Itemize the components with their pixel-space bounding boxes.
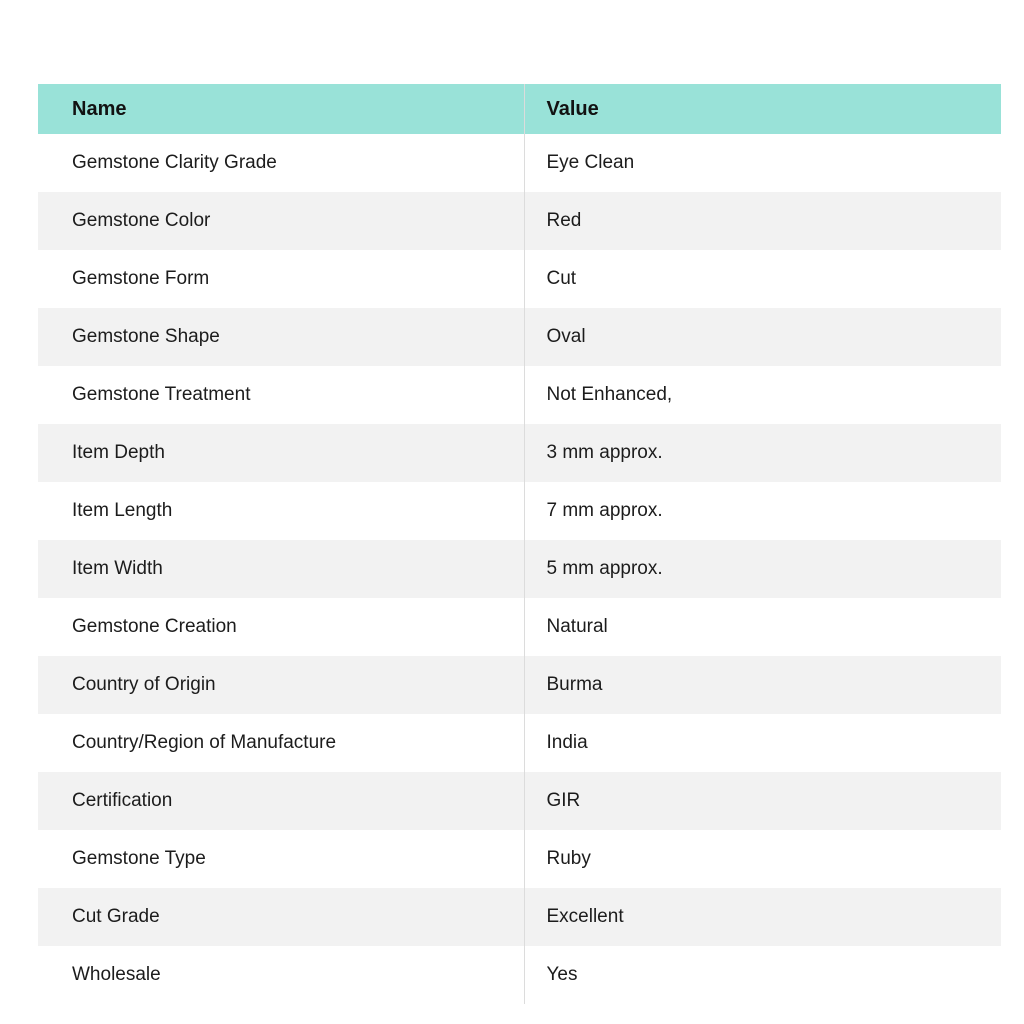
- name-cell: Country of Origin: [38, 656, 524, 714]
- value-cell: Not Enhanced,: [524, 366, 1001, 424]
- name-cell: Wholesale: [38, 946, 524, 1004]
- table-row: [38, 656, 1001, 714]
- name-cell: Gemstone Form: [38, 250, 524, 308]
- table-row: [38, 250, 1001, 308]
- name-cell: Gemstone Shape: [38, 308, 524, 366]
- table-row: [38, 714, 1001, 772]
- table-row: [38, 598, 1001, 656]
- name-cell: Item Width: [38, 540, 524, 598]
- table-row: [38, 134, 1001, 192]
- header-cell-name: Name: [38, 84, 524, 134]
- name-cell: Gemstone Creation: [38, 598, 524, 656]
- name-cell: Gemstone Treatment: [38, 366, 524, 424]
- header-row: [38, 84, 1001, 134]
- value-cell: Ruby: [524, 830, 1001, 888]
- table-row: [38, 888, 1001, 946]
- name-cell: Item Length: [38, 482, 524, 540]
- value-cell: 5 mm approx.: [524, 540, 1001, 598]
- name-cell: Country/Region of Manufacture: [38, 714, 524, 772]
- item-specifics-table: [38, 84, 1001, 1004]
- value-cell: Oval: [524, 308, 1001, 366]
- name-cell: Gemstone Color: [38, 192, 524, 250]
- name-cell: Gemstone Type: [38, 830, 524, 888]
- table-row: [38, 424, 1001, 482]
- table-body: [38, 134, 1001, 1004]
- table-row: [38, 482, 1001, 540]
- table-row: [38, 946, 1001, 1004]
- value-cell: Cut: [524, 250, 1001, 308]
- value-cell: Red: [524, 192, 1001, 250]
- spec-table: [38, 84, 1001, 1004]
- table-header: [38, 84, 1001, 134]
- value-cell: Yes: [524, 946, 1001, 1004]
- table-row: [38, 308, 1001, 366]
- name-cell: Cut Grade: [38, 888, 524, 946]
- table-row: [38, 772, 1001, 830]
- name-cell: Item Depth: [38, 424, 524, 482]
- table-row: [38, 830, 1001, 888]
- table-row: [38, 366, 1001, 424]
- value-cell: 7 mm approx.: [524, 482, 1001, 540]
- name-cell: Certification: [38, 772, 524, 830]
- table-row: [38, 540, 1001, 598]
- table-row: [38, 192, 1001, 250]
- value-cell: India: [524, 714, 1001, 772]
- value-cell: 3 mm approx.: [524, 424, 1001, 482]
- value-cell: Eye Clean: [524, 134, 1001, 192]
- value-cell: Burma: [524, 656, 1001, 714]
- value-cell: GIR: [524, 772, 1001, 830]
- name-cell: Gemstone Clarity Grade: [38, 134, 524, 192]
- header-cell-value: Value: [524, 84, 1001, 134]
- value-cell: Natural: [524, 598, 1001, 656]
- value-cell: Excellent: [524, 888, 1001, 946]
